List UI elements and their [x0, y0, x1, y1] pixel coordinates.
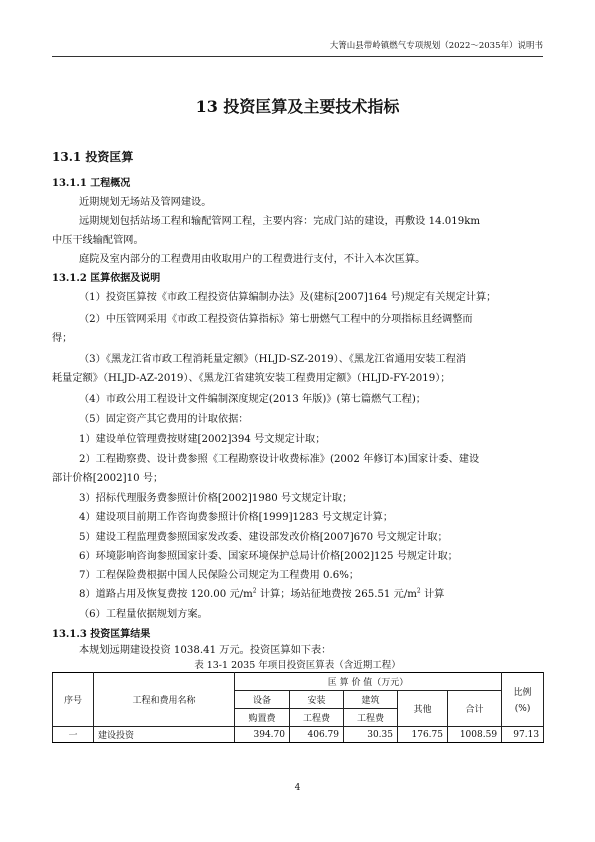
cell-build: 30.35 [344, 727, 398, 743]
cell-equip: 394.70 [235, 727, 290, 743]
list-item: （1）投资匡算按《市政工程投资估算编制办法》及(建标[2007]164 号)规定有关规定计算； [79, 292, 497, 303]
paragraph: 远期规划包括站场工程和输配管网工程，主要内容：完成门站的建设，再敷设 14.019km [79, 216, 481, 227]
section-13-1-title: 13.1 投资匡算 [52, 150, 134, 164]
list-item: 4）建设项目前期工作咨询费参照计价格[1999]1283 号文规定计算； [79, 512, 394, 523]
list-item: （5）固定资产其它费用的计取依据： [79, 414, 249, 425]
list-item: 2）工程勘察费、设计费参照《工程勘察设计收费标准》(2002 年修订本)国家计委、建设 [79, 454, 480, 465]
list-item: 1）建设单位管理费按财建[2002]394 号文规定计取； [79, 434, 326, 445]
header-equip-line1: 设备 [235, 691, 290, 709]
list-item-8-part: 计算；场站征地费按 265.51 元/m [256, 589, 417, 600]
paragraph: 中压干线输配管网。 [52, 235, 144, 246]
superscript: 2 [416, 587, 421, 595]
header-total: 合计 [448, 691, 502, 727]
header-ratio-line1: 比例 [513, 688, 532, 698]
header-install-line2: 工程费 [290, 709, 344, 727]
list-item: 7）工程保险费根据中国人民保险公司规定为工程费用 0.6%； [79, 570, 360, 581]
list-item: （4）市政公用工程设计文件编制深度规定(2013 年版)》(第七篇燃气工程)； [79, 394, 426, 405]
header-build-line2: 工程费 [344, 709, 398, 727]
list-item: 6）环境影响咨询参照国家计委、国家环境保护总局计价格[2002]125 号规定计取； [79, 551, 458, 562]
investment-table [52, 672, 544, 743]
cell-index: 一 [53, 727, 94, 743]
table-row [53, 727, 544, 743]
list-item-8 [79, 585, 444, 600]
list-item: 耗量定额》（HLJD-AZ-2019）、《黑龙江省建筑安装工程费用定额》（HLJD-FY-2019）； [52, 373, 451, 384]
paragraph: 近期规划无场站及管网建设。 [79, 197, 212, 208]
paragraph: 庭院及室内部分的工程费用由收取用户的工程费进行支付，不计入本次匡算。 [79, 254, 426, 265]
cell-install: 406.79 [290, 727, 344, 743]
header-ratio [502, 673, 544, 727]
header-install-line1: 安装 [290, 691, 344, 709]
section-13-1-1-title: 13.1.1 工程概况 [52, 178, 131, 189]
header-build-line1: 建筑 [344, 691, 398, 709]
section-13-1-3-title: 13.1.3 投资匡算结果 [52, 629, 151, 640]
list-item-8-part: 计算 [420, 589, 445, 600]
cell-ratio: 97.13 [502, 727, 544, 743]
chapter-title: 13 投资匡算及主要技术指标 [195, 97, 400, 116]
header-group: 匡 算 价 值（万元） [235, 673, 502, 691]
list-item: 3）招标代理服务费参照计价格[2002]1980 号文规定计取； [79, 493, 353, 504]
section-13-1-2-title: 13.1.2 匡算依据及说明 [52, 273, 161, 284]
header-name: 工程和费用名称 [94, 673, 235, 727]
page-number: 4 [294, 783, 301, 793]
cell-name: 建设投资 [94, 727, 235, 743]
header-other: 其他 [398, 691, 448, 727]
list-item: （6）工程量依据规划方案。 [79, 609, 208, 620]
paragraph: 本规划远期建设投资 1038.41 万元。投资匡算如下表： [79, 645, 332, 656]
table-caption: 表 13-1 2035 年项目投资匡算表（含近期工程） [194, 660, 401, 671]
list-item: 得； [52, 333, 73, 344]
header-rule [52, 56, 543, 57]
list-item: （2）中压管网采用《市政工程投资估算指标》第七册燃气工程中的分项指标且经调整而 [79, 314, 473, 325]
list-item: 部计价格[2002]10 号； [52, 473, 164, 484]
list-item: （3）《黑龙江省市政工程消耗量定额》（HLJD-SZ-2019）、《黑龙江省通用安装工程消 [79, 354, 467, 365]
list-item-8-part: 8）道路占用及恢复费按 120.00 元/m [79, 589, 253, 600]
list-item: 5）建设工程监理费参照国家发改委、建设部发改价格[2007]670 号文规定计取； [79, 532, 448, 543]
cell-other: 176.75 [398, 727, 448, 743]
header-equip-line2: 购置费 [235, 709, 290, 727]
cell-total: 1008.59 [448, 727, 502, 743]
header-index: 序号 [53, 673, 94, 727]
superscript: 2 [252, 587, 257, 595]
header-ratio-line2: (%) [514, 704, 531, 714]
running-header: 大箐山县带岭镇燃气专项规划（2022～2035年）说明书 [329, 41, 543, 51]
